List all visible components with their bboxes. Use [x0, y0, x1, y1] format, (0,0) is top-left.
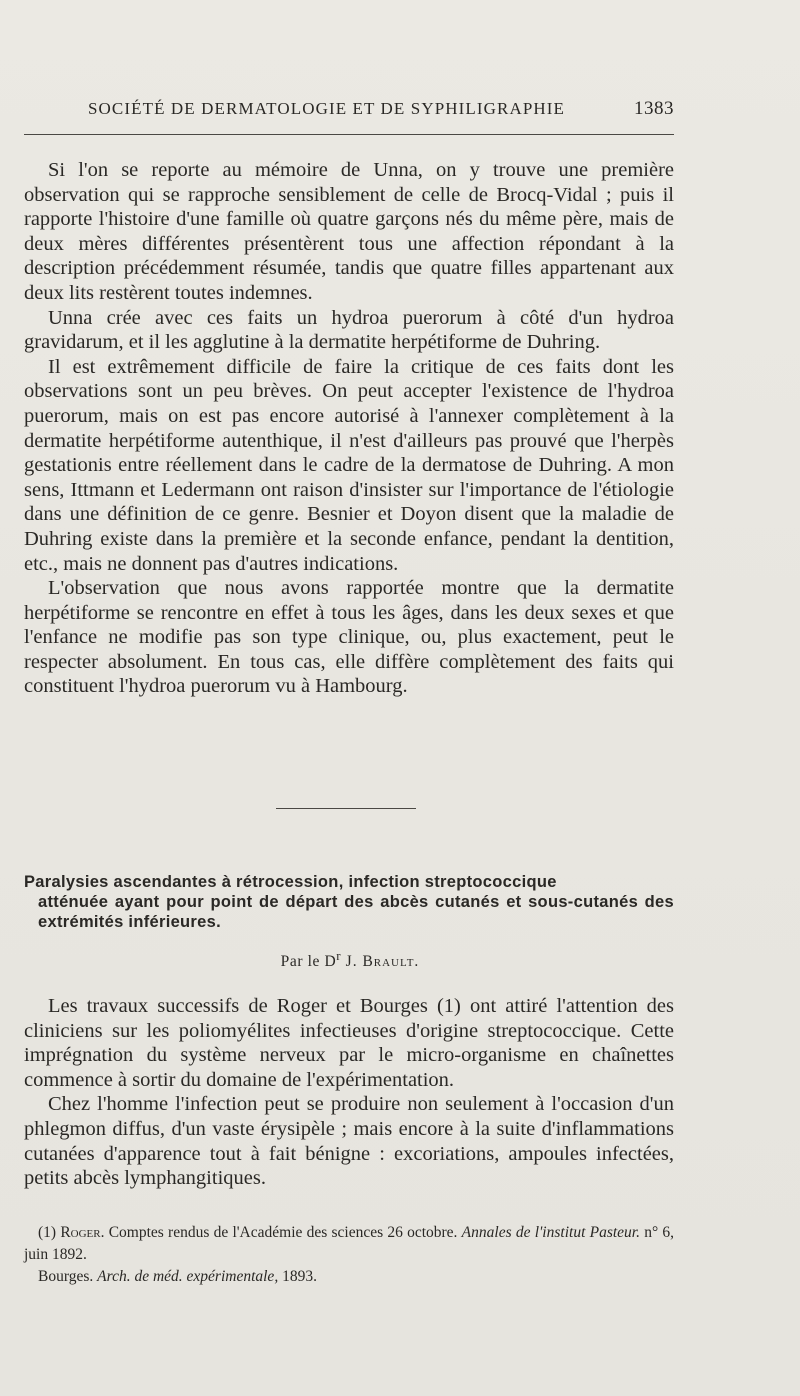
author-prefix-sup: r — [336, 948, 342, 963]
paragraph: Les travaux successifs de Roger et Bourges (1) ont attiré l'attention des cliniciens sur les poliomyélites infectieuses d'origine streptococcique. Cette imprégnation du système nerveux par le micro-organisme en chaînettes commence à sortir du domaine de l'expérimentation. — [24, 995, 674, 1091]
section-separator — [276, 808, 416, 809]
article-author — [0, 948, 700, 971]
paragraph: Unna crée avec ces faits un hydroa puerorum à côté d'un hydroa gravidarum, et il les agglutine à la dermatite herpétiforme de Duhring. — [24, 306, 674, 354]
footnote-details: n° 6, juin 1892. — [24, 1224, 675, 1263]
paragraph: Chez l'homme l'infection peut se produire non seulement à l'occasion d'un phlegmon diffus, d'un vaste érysipèle ; mais encore à la suite d'inflammations cutanées d'apparence tout à fait bénigne : excoriations, ampoules infectées, petits abcès lymphangitiques. — [24, 1093, 674, 1190]
paragraph: Si l'on se reporte au mémoire de Unna, on y trouve une première observation qui se rapproche sensiblement de celle de Brocq-Vidal ; puis il rapporte l'histoire d'une famille où quatre garçons nés du même père, mais de deux mères différentes présentèrent tous une affection répondant à la description précédemment résumée, tandis que quatre filles appartenant aux deux lits restèrent toutes indemnes. — [24, 159, 674, 304]
footnote-number: (1) — [38, 1224, 57, 1241]
article-title-rest: atténuée ayant pour point de départ des abcès cutanés et sous-cutanés des extrémités inférieures. — [38, 893, 674, 931]
header-title: SOCIÉTÉ DE DERMATOLOGIE ET DE SYPHILIGRAPHIE — [88, 99, 566, 118]
article-title-line1: Paralysies ascendantes à rétrocession, infection streptococcique — [24, 873, 557, 891]
article-title — [24, 872, 674, 932]
footnote-2 — [24, 1266, 674, 1288]
author-name: J. Brault. — [345, 953, 420, 971]
footnote-journal: Arch. de méd. expérimentale, — [97, 1268, 279, 1285]
footnote-journal: Annales de l'institut Pasteur. — [461, 1224, 640, 1241]
footnotes — [24, 1222, 674, 1288]
footnote-1 — [24, 1222, 674, 1266]
footnote-author: Bourges. — [38, 1268, 94, 1285]
body-text-section-2 — [24, 994, 674, 1191]
page-number: 1383 — [634, 98, 674, 119]
paragraph: Il est extrêmement difficile de faire la critique de ces faits dont les observations sont un peu brèves. On peut accepter l'existence de l'hydroa puerorum, mais on est pas encore autorisé à l'annexer complètement à la dermatite herpétiforme autenthique, il n'est d'ailleurs pas prouvé que l'herpès gestationis entre réellement dans le cadre de la dermatose de Duhring. A mon sens, Ittmann et Ledermann ont raison d'insister sur l'importance de l'étiologie dans une définition de ce genre. Besnier et Doyon disent que la maladie de Duhring existe dans la première et la seconde enfance, pendant la dentition, etc., mais ne donnent pas d'autres indications. — [24, 355, 674, 575]
footnote-author: Roger. — [60, 1224, 105, 1241]
author-prefix: Par le D — [280, 953, 337, 971]
running-header — [88, 98, 674, 120]
paragraph: L'observation que nous avons rapportée montre que la dermatite herpétiforme se rencontre en effet à tous les âges, dans les deux sexes et que l'enfance ne modifie pas son type clinique, ou, plus exactement, peut le respecter absolument. En tous cas, elle diffère complètement des faits qui constituent l'hydroa puerorum vu à Hambourg. — [24, 577, 674, 698]
body-text-section-1 — [24, 158, 674, 699]
footnote-year: 1893. — [282, 1268, 317, 1285]
header-rule — [24, 134, 674, 135]
footnote-text: Comptes rendus de l'Académie des sciences 26 octobre. — [108, 1224, 458, 1241]
